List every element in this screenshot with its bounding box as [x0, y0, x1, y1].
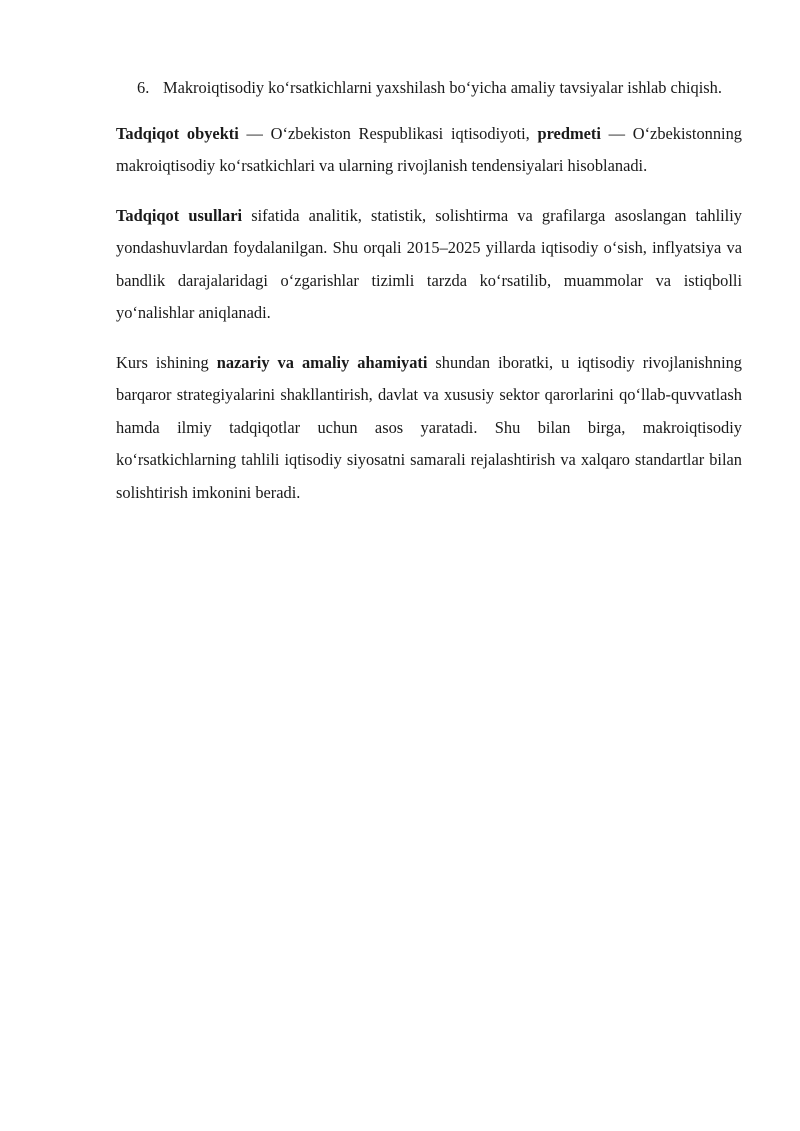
term-research-object: Tadqiqot obyekti [116, 123, 239, 143]
term-research-methods: Tadqiqot usullari [116, 205, 243, 225]
list-item-text: Makroiqtisodiy ko‘rsatkichlarni yaxshilash bo‘yicha amaliy tavsiyalar ishlab chiqish. [163, 78, 722, 97]
significance-text: shundan iboratki, u iqtisodiy rivojlanishning barqaror strategiyalarini shakllantirish, davlat va xususiy sektor qarorlarini qo‘llab-quvvatlash hamda ilmiy tadqiqotlar uchun asos yaratadi. Shu bilan birga, makroiqtisodiy ko‘rsatkichlarning tahlili iqtisodiy siyosatni samarali rejalashtirish va xalqaro standartlar bilan solishtirish imkonini beradi. [116, 352, 743, 502]
paragraph-significance [116, 347, 742, 510]
research-methods-text: sifatida analitik, statistik, solishtirma va grafilarga asoslangan tahliliy yondashuvlardan foydalanilgan. Shu orqali 2015–2025 yillarda iqtisodiy o‘sish, inflyatsiya va bandlik darajalaridagi o‘zgarishlar tizimli tarzda ko‘rsatilib, muammolar va istiqbolli yo‘nalishlar aniqlanadi. [116, 205, 742, 322]
paragraph-research-methods [116, 200, 742, 330]
list-item-6 [116, 72, 742, 105]
subject-text: — O‘zbekistonning makroiqtisodiy ko‘rsatkichlari va ularning rivojlanish tendensiyalari hisoblanadi. [116, 123, 742, 175]
research-object-text: — O‘zbekiston Respublikasi iqtisodiyoti, [238, 123, 538, 143]
significance-intro-text: Kurs ishining [116, 352, 217, 372]
paragraph-research-object [116, 118, 742, 183]
term-significance: nazariy va amaliy ahamiyati [216, 352, 428, 372]
term-subject: predmeti [537, 123, 601, 143]
document-body [116, 72, 742, 526]
list-number: 6. [137, 78, 150, 97]
